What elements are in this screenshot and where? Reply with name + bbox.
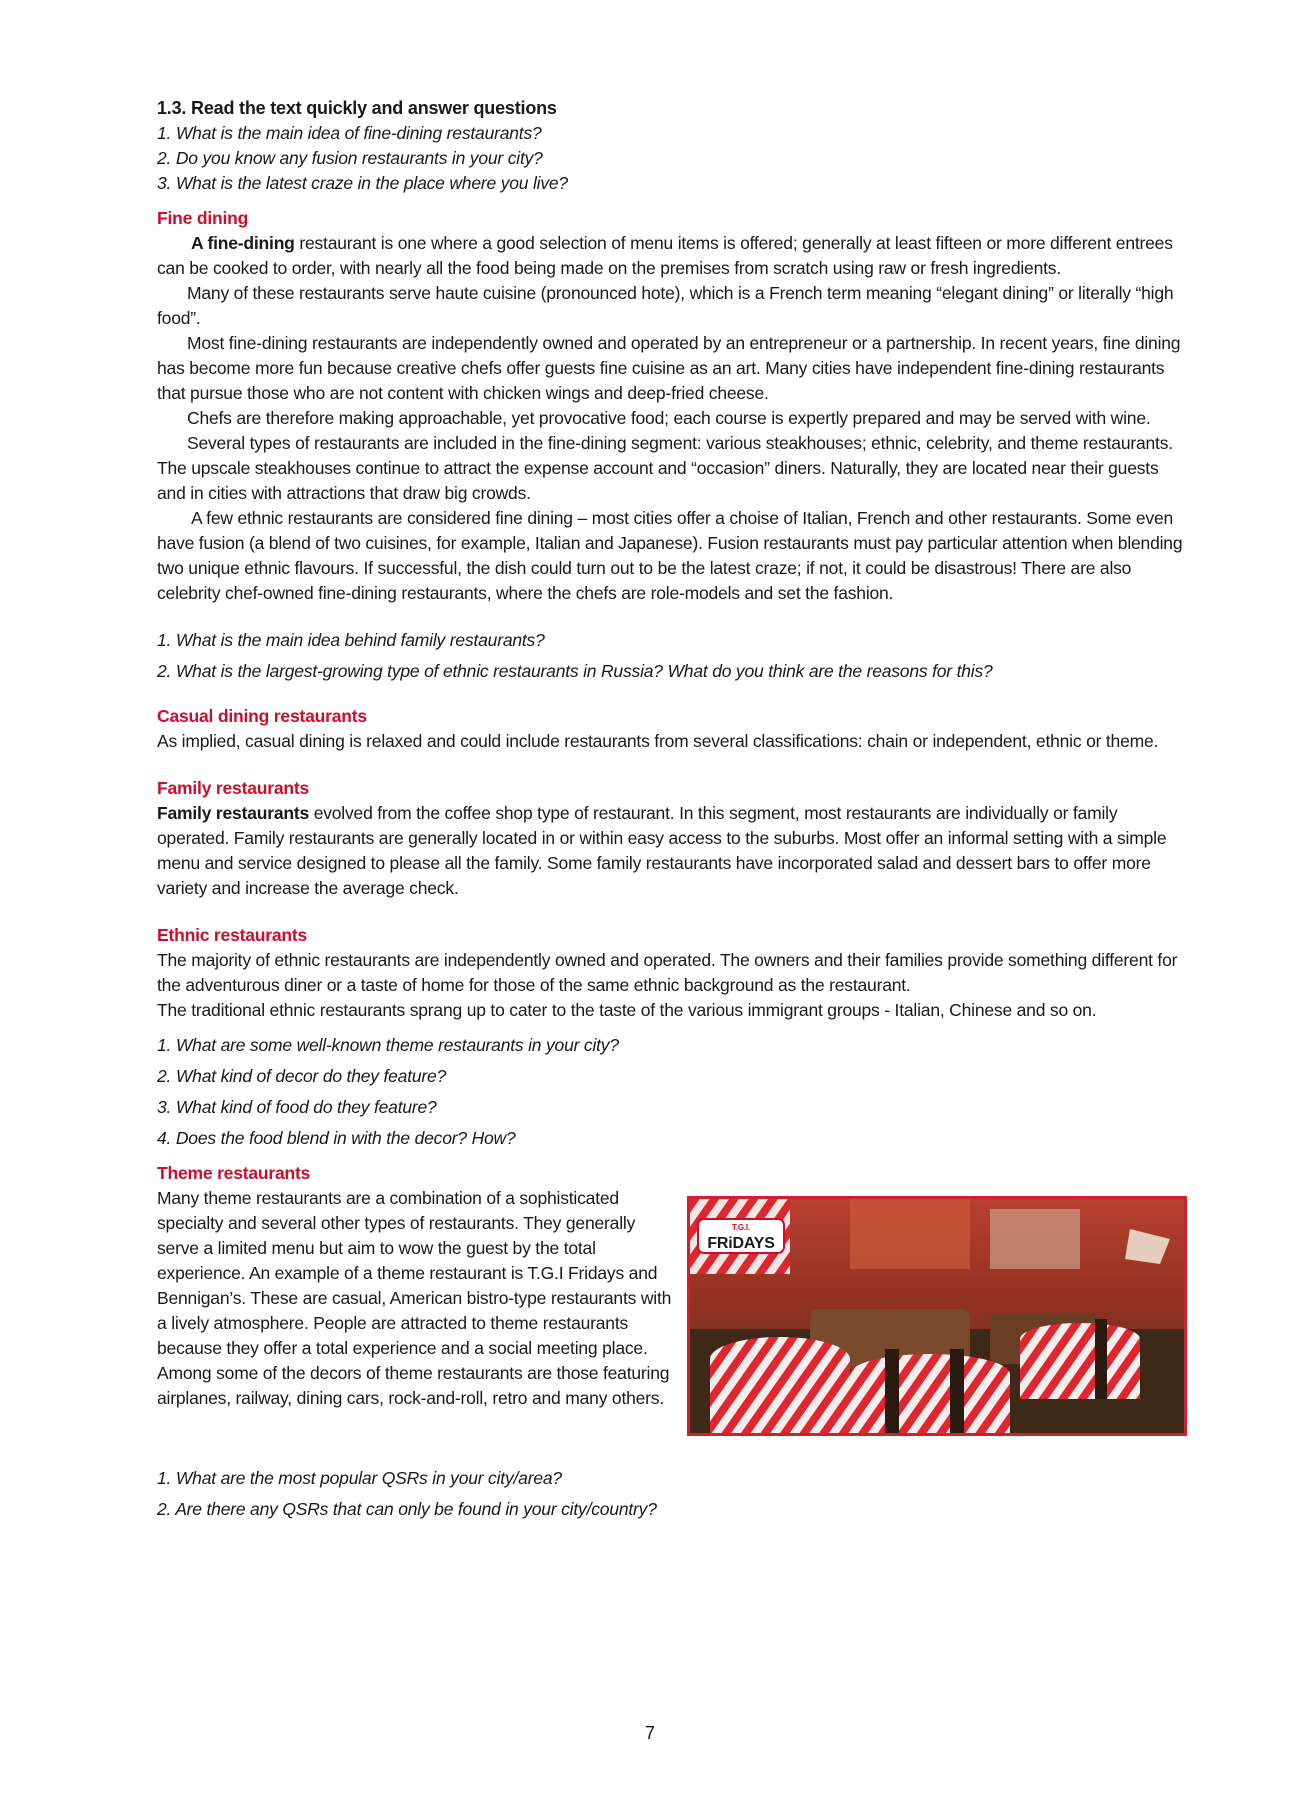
question: 2. Do you know any fusion restaurants in your city?: [157, 148, 543, 168]
question: 2. What kind of decor do they feature?: [157, 1066, 447, 1086]
question: 2. What is the largest-growing type of ethnic restaurants in Russia? What do you think are the reasons for this?: [157, 661, 993, 681]
paragraph: Many theme restaurants are a combination of a sophisticated specialty and several other types of restaurants. They generally serve a limited menu but aim to wow the guest by the total experience. An example of a theme restaurant is T.G.I Fridays and Bennigan’s. These are casual, American bistro-type restaurants with a lively atmosphere. People are attracted to theme restaurants because they offer a total experience and a social meeting place. Among some of the decors of theme restaurants are those featuring airplanes, railway, dining cars, rock-and-roll, retro and many others.: [157, 1188, 672, 1408]
paragraph: Family restaurants evolved from the coffee shop type of restaurant. In this segment, most restaurants are individually or family operated. Family restaurants are generally located in or within easy access to the suburbs. Most offer an informal setting with a simple menu and service designed to please all the family. Some family restaurants have incorporated salad and dessert bars to offer more variety and increase the average check.: [157, 803, 1167, 898]
spacer: [157, 1456, 1187, 1466]
document-page: [157, 96, 1187, 1532]
theme-section: [157, 1186, 1187, 1456]
question: 1. What are some well-known theme restaurants in your city?: [157, 1035, 619, 1055]
question: 4. Does the food blend in with the decor? How?: [157, 1128, 516, 1148]
paragraph: As implied, casual dining is relaxed and could include restaurants from several classifications: chain or independent, ethnic or theme.: [157, 731, 1159, 751]
logo-small-text: T.G.I.: [732, 1223, 750, 1232]
spacer: [157, 694, 1187, 704]
question: 1. What is the main idea of fine-dining restaurants?: [157, 123, 542, 143]
heading-casual: Casual dining restaurants: [157, 706, 367, 726]
paragraph: Most fine-dining restaurants are independently owned and operated by an entrepreneur or a partnership. In recent years, fine dining has become more fun because creative chefs offer guests fine cuisine as an art. Many cities have independent fine-dining restaurants that pursue those who are not content with chicken wings and deep-fried cheese.: [157, 333, 1181, 403]
paragraph: A few ethnic restaurants are considered fine dining – most cities offer a choise of Italian, French and other restaurants. Some even have fusion (a blend of two cuisines, for example, Italian and Japanese). Fusion restaurants must pay particular attention when blending two unique ethnic flavours. If successful, the dish could turn out to be the latest craze; if not, it could be disastrous! There are also celebrity chef-owned fine-dining restaurants, where the chefs are role-models and set the fashion.: [157, 508, 1183, 603]
question: 2. Are there any QSRs that can only be found in your city/country?: [157, 1499, 657, 1519]
question-list-4: [157, 1466, 1187, 1522]
question: 3. What is the latest craze in the place where you live?: [157, 173, 568, 193]
logo-main-text: FRiDAYS: [707, 1235, 775, 1252]
heading-fine-dining: Fine dining: [157, 208, 249, 228]
section-title: 1.3. Read the text quickly and answer questions: [157, 98, 557, 118]
spacer: [157, 901, 1187, 923]
bold-term: Family restaurants: [157, 803, 310, 823]
restaurant-photo: [687, 1196, 1187, 1436]
restaurant-interior-illustration: [690, 1199, 1184, 1433]
paragraph: The traditional ethnic restaurants sprang up to cater to the taste of the various immigrant groups - Italian, Chinese and so on.: [157, 1000, 1097, 1020]
question: 1. What is the main idea behind family restaurants?: [157, 630, 545, 650]
question: 3. What kind of food do they feature?: [157, 1097, 437, 1117]
heading-ethnic: Ethnic restaurants: [157, 925, 308, 945]
heading-theme: Theme restaurants: [157, 1163, 311, 1183]
paragraph: The majority of ethnic restaurants are independently owned and operated. The owners and their families provide something different for the adventurous diner or a taste of home for those of the same ethnic background as the restaurant.: [157, 950, 1178, 995]
paragraph: Chefs are therefore making approachable, yet provocative food; each course is expertly prepared and may be served with wine.: [187, 408, 1151, 428]
question-list-2: [157, 628, 1187, 684]
page-number: 7: [644, 1723, 655, 1743]
spacer: [157, 606, 1187, 628]
paragraph: Many of these restaurants serve haute cuisine (pronounced hote), which is a French term meaning “elegant dining” or literally “high food”.: [157, 283, 1174, 328]
spacer: [157, 754, 1187, 776]
paragraph: A fine-dining restaurant is one where a good selection of menu items is offered; generally at least fifteen or more different entrees can be cooked to order, with nearly all the food being made on the premises from scratch using raw or fresh ingredients.: [157, 233, 1173, 278]
spacer: [157, 1023, 1187, 1033]
question-list-3: [157, 1033, 1187, 1151]
question-list-1: [157, 121, 1187, 196]
heading-family: Family restaurants: [157, 778, 310, 798]
bold-term: A fine-dining: [191, 233, 295, 253]
paragraph: Several types of restaurants are included in the fine-dining segment: various steakhouses; ethnic, celebrity, and theme restaurants. The upscale steakhouses continue to attract the expense account and “occasion” diners. Naturally, they are located near their guests and in cities with attractions that draw big crowds.: [157, 433, 1173, 503]
question: 1. What are the most popular QSRs in your city/area?: [157, 1468, 562, 1488]
